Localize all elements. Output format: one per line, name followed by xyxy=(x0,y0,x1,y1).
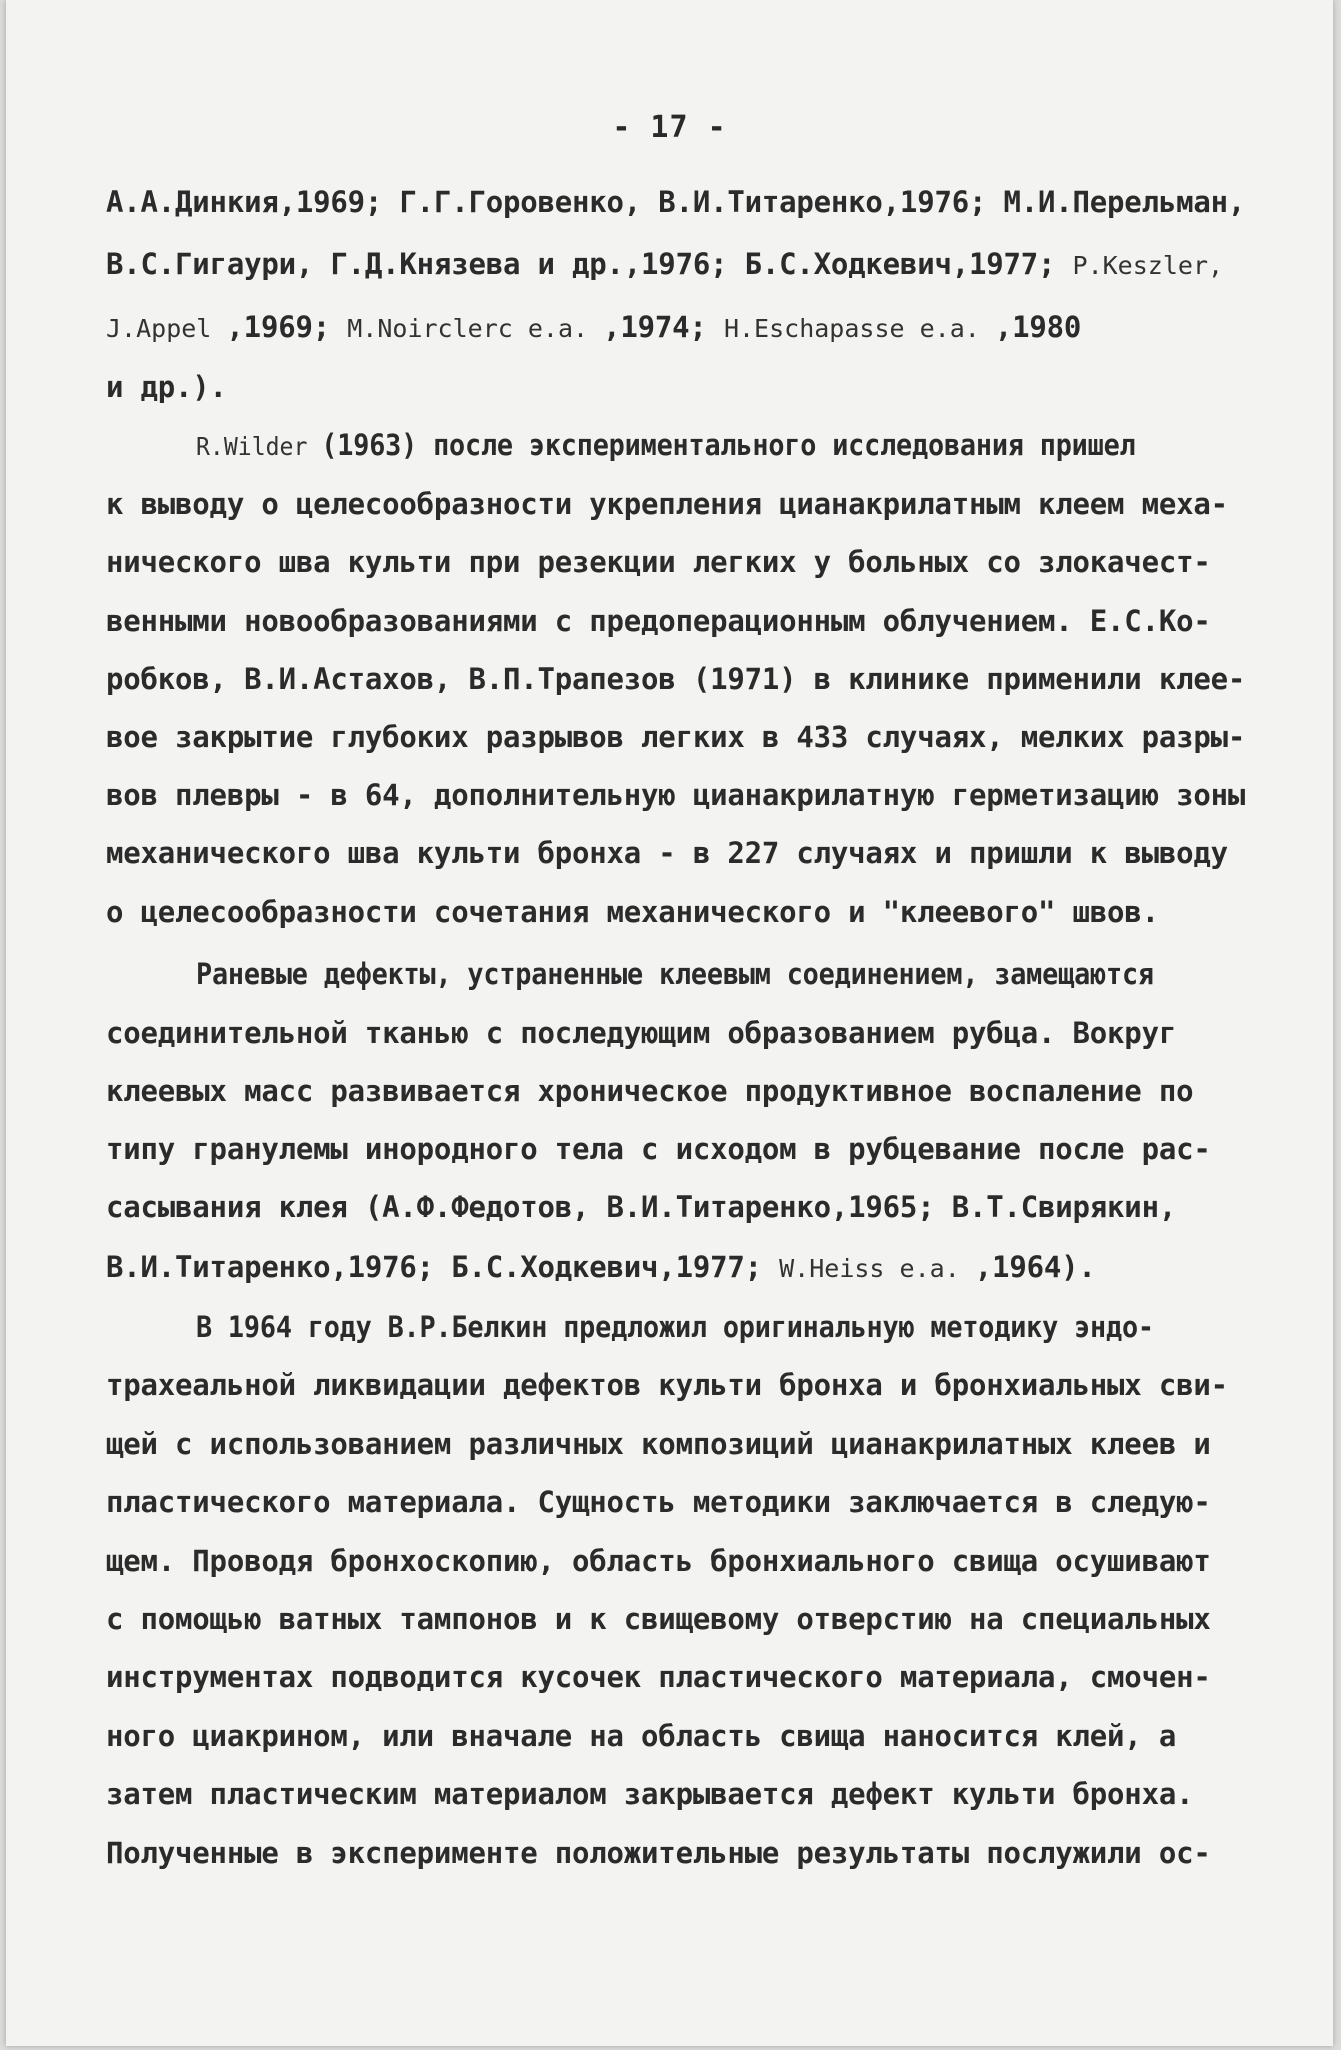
text-run: В.И.Титаренко,1976; Б.С.Ходкевич,1977; xyxy=(106,1250,780,1284)
latin-citation: H.Eschapasse e.a. xyxy=(723,314,995,343)
text-line xyxy=(106,487,1306,521)
text-run: щей с использованием различных композиций цианакрилатных клеев и xyxy=(106,1427,1211,1461)
text-line xyxy=(196,1310,1306,1344)
text-run: Раневые дефекты, устраненные клеевым соединением, замещаются xyxy=(196,957,1154,991)
latin-citation: M.Noirclerc e.a. xyxy=(347,314,604,343)
text-line xyxy=(106,1190,1306,1224)
text-line xyxy=(106,1016,1306,1050)
text-line xyxy=(106,1074,1306,1108)
text-line xyxy=(106,1132,1306,1166)
text-line xyxy=(106,1777,1306,1811)
text-run: трахеальной ликвидации дефектов культи бронха и бронхиальных сви- xyxy=(106,1368,1228,1402)
text-run: В.С.Гигаури, Г.Д.Князева и др.,1976; Б.С.Ходкевич,1977; xyxy=(106,247,1073,281)
latin-citation: R.Wilder xyxy=(196,432,322,461)
document-page xyxy=(6,0,1333,2046)
text-line xyxy=(106,1719,1306,1753)
text-line xyxy=(106,545,1306,579)
text-run: Полученные в эксперименте положительные результаты послужили ос- xyxy=(106,1836,1211,1870)
text-run: ,1974; xyxy=(603,310,724,344)
text-line xyxy=(106,247,1306,281)
text-line xyxy=(106,1427,1306,1461)
text-line xyxy=(106,1602,1306,1636)
text-run: о целесообразности сочетания механического и "клеевого" швов. xyxy=(106,895,1159,929)
text-run: А.А.Динкия,1969; Г.Г.Горовенко, В.И.Титаренко,1976; М.И.Перельман, xyxy=(106,185,1246,219)
text-run: щем. Проводя бронхоскопию, область бронхиального свища осушивают xyxy=(106,1544,1211,1578)
text-line xyxy=(106,604,1306,638)
text-run: механического шва культи бронха - в 227 случаях и пришли к выводу xyxy=(106,836,1228,870)
text-run: затем пластическим материалом закрывается дефект культи бронха. xyxy=(106,1777,1194,1811)
text-run: ,1980 xyxy=(994,310,1082,344)
text-run: соединительной тканью с последующим образованием рубца. Вокруг xyxy=(106,1016,1177,1050)
text-line xyxy=(106,185,1306,219)
text-run: ного циакрином, или вначале на область свища наносится клей, а xyxy=(106,1719,1177,1753)
text-run: робков, В.И.Астахов, В.П.Трапезов (1971) в клинике применили клее- xyxy=(106,662,1246,696)
text-line xyxy=(106,1250,1306,1284)
text-run: пластического материала. Сущность методики заключается в следую- xyxy=(106,1485,1211,1519)
text-run: типу гранулемы инородного тела с исходом в рубцевание после рас- xyxy=(106,1132,1211,1166)
text-run: ,1964). xyxy=(974,1250,1096,1284)
text-run: ,1969; xyxy=(226,310,348,344)
latin-citation: J.Appel xyxy=(106,314,227,343)
text-run: к выводу о целесообразности укрепления цианакрилатным клеем меха- xyxy=(106,487,1228,521)
text-run: инструментах подводится кусочек пластического материала, смочен- xyxy=(106,1660,1211,1694)
text-run: венными новообразованиями с предоперационным облучением. Е.С.Ко- xyxy=(106,604,1211,638)
text-line xyxy=(106,370,1306,404)
text-line xyxy=(106,1660,1306,1694)
text-run: нического шва культи при резекции легких у больных со злокачест- xyxy=(106,545,1211,579)
text-line xyxy=(196,957,1306,991)
text-run: и др.). xyxy=(106,370,227,404)
text-line xyxy=(106,662,1306,696)
text-line xyxy=(106,310,1306,344)
text-line xyxy=(106,1368,1306,1402)
page-number: - 17 - xyxy=(612,110,727,145)
text-line xyxy=(196,428,1306,462)
text-line xyxy=(106,720,1306,754)
latin-citation: P.Keszler, xyxy=(1072,251,1224,280)
text-run: с помощью ватных тампонов и к свищевому отверстию на специальных xyxy=(106,1602,1211,1636)
text-line xyxy=(106,836,1306,870)
text-line xyxy=(106,895,1306,929)
text-run: В 1964 году В.Р.Белкин предложил оригинальную методику эндо- xyxy=(196,1310,1154,1344)
text-run: вое закрытие глубоких разрывов легких в 433 случаях, мелких разры- xyxy=(106,720,1246,754)
latin-citation: W.Heiss e.a. xyxy=(779,1254,975,1283)
text-line xyxy=(106,1836,1306,1870)
text-run: (1963) после экспериментального исследования пришел xyxy=(321,428,1136,462)
text-run: клеевых масс развивается хроническое продуктивное воспаление по xyxy=(106,1074,1194,1108)
text-line xyxy=(106,1485,1306,1519)
text-line xyxy=(106,1544,1306,1578)
text-line xyxy=(106,778,1306,812)
text-run: вов плевры - в 64, дополнительную цианакрилатную герметизацию зоны xyxy=(106,778,1246,812)
text-run: сасывания клея (А.Ф.Федотов, В.И.Титаренко,1965; В.Т.Свирякин, xyxy=(106,1190,1177,1224)
